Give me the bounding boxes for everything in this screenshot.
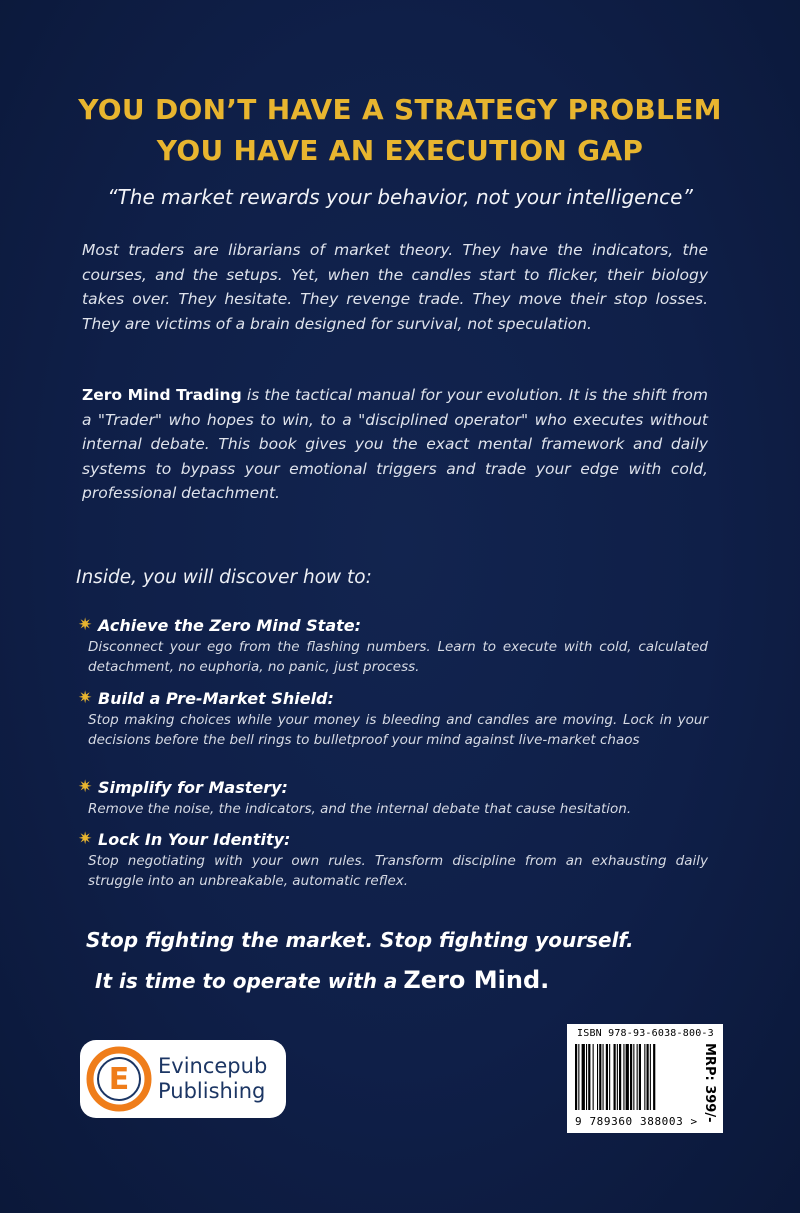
bullet-title: Lock In Your Identity: [98, 829, 291, 849]
headline-line-1: YOU DON’T HAVE A STRATEGY PROBLEM [78, 93, 722, 126]
barcode-bar [617, 1044, 618, 1110]
barcode-bars-icon [575, 1044, 687, 1110]
publisher-name-line-1: Evincepub [158, 1054, 268, 1078]
barcode-bar [599, 1044, 601, 1110]
publisher-name-line-2: Publishing [158, 1079, 266, 1103]
zero-mind-emphasis: Zero Mind. [403, 966, 550, 994]
inside-heading: Inside, you will discover how to: [76, 567, 372, 588]
publisher-logo [80, 1040, 286, 1118]
barcode-bar [603, 1044, 604, 1110]
bullet-body: Remove the noise, the indicators, and the internal debate that cause hesitation. [88, 801, 632, 817]
bullet-item [78, 827, 708, 891]
barcode-bar [623, 1044, 624, 1110]
bullet-body: Stop negotiating with your own rules. Transform discipline from an exhausting daily struggle into an unbreakable, automatic reflex. [88, 853, 708, 889]
intro-paragraph: Most traders are librarians of market theory. They have the indicators, the courses, and the setups. Yet, when the candles start to flicker, their biology takes over. They hesitate. They revenge trade. They move their stop losses. They are victims of a brain designed for survival, not speculation. [82, 241, 708, 333]
barcode-bar [639, 1044, 641, 1110]
tagline-quote: “The market rewards your behavior, not your intelligence” [107, 185, 693, 209]
barcode-number: 9 789360 388003 > [575, 1115, 698, 1128]
barcode-bar [578, 1044, 579, 1110]
bullet-item [78, 775, 708, 819]
closing-line-2 [95, 966, 549, 994]
bullet-title: Achieve the Zero Mind State: [98, 615, 362, 635]
bullet-title: Simplify for Mastery: [98, 777, 288, 797]
book-title-bold: Zero Mind Trading [82, 386, 242, 404]
bullet-body: Stop making choices while your money is bleeding and candles are moving. Lock in your decisions before the bell rings to bulletproof your mind against live-market chaos [88, 712, 708, 748]
barcode-bar [626, 1044, 629, 1110]
headline-line-2: YOU HAVE AN EXECUTION GAP [156, 134, 644, 167]
barcode-bar [586, 1044, 587, 1110]
barcode-bar [653, 1044, 655, 1110]
barcode-bar [597, 1044, 598, 1110]
barcode-bar [614, 1044, 616, 1110]
barcode-bar [609, 1044, 610, 1110]
publisher-e-logo-icon [86, 1046, 152, 1112]
barcode-bar [650, 1044, 651, 1110]
barcode-bar [619, 1044, 621, 1110]
bullet-item [78, 686, 708, 750]
book-description-text: is the tactical manual for your evolution. It is the shift from a "Trader" who hopes to win, to a "disciplined operator" who executes without internal debate. This book gives you the exact mental framework and daily systems to bypass your emotional triggers and trade your edge with cold, professional detachment. [82, 386, 708, 502]
barcode-bar [647, 1044, 649, 1110]
book-description-paragraph [82, 383, 708, 506]
barcode-bar [582, 1044, 585, 1110]
mrp-price: MRP: 399/- [702, 1043, 717, 1123]
isbn-barcode [567, 1024, 723, 1133]
sparkle-star-icon: ✷ [78, 688, 93, 707]
barcode-bar [644, 1044, 645, 1110]
sparkle-star-icon: ✷ [78, 777, 93, 796]
barcode-bar [630, 1044, 632, 1110]
barcode-bar [588, 1044, 590, 1110]
barcode-bar [593, 1044, 594, 1110]
barcode-bar [575, 1044, 577, 1110]
bullet-item [78, 613, 708, 677]
bullet-title: Build a Pre-Market Shield: [98, 688, 334, 708]
barcode-bar [633, 1044, 634, 1110]
sparkle-star-icon: ✷ [78, 829, 93, 848]
sparkle-star-icon: ✷ [78, 615, 93, 634]
publisher-mark-letter: E [108, 1062, 130, 1097]
barcode-bar [637, 1044, 638, 1110]
closing-line-2-text: It is time to operate with a [95, 969, 398, 993]
barcode-bar [606, 1044, 608, 1110]
closing-line-1: Stop fighting the market. Stop fighting yourself. [86, 928, 634, 952]
bullet-body: Disconnect your ego from the flashing numbers. Learn to execute with cold, calculated detachment, no euphoria, no panic, just process. [88, 639, 708, 675]
isbn-label: ISBN 978-93-6038-800-3 [577, 1028, 714, 1039]
